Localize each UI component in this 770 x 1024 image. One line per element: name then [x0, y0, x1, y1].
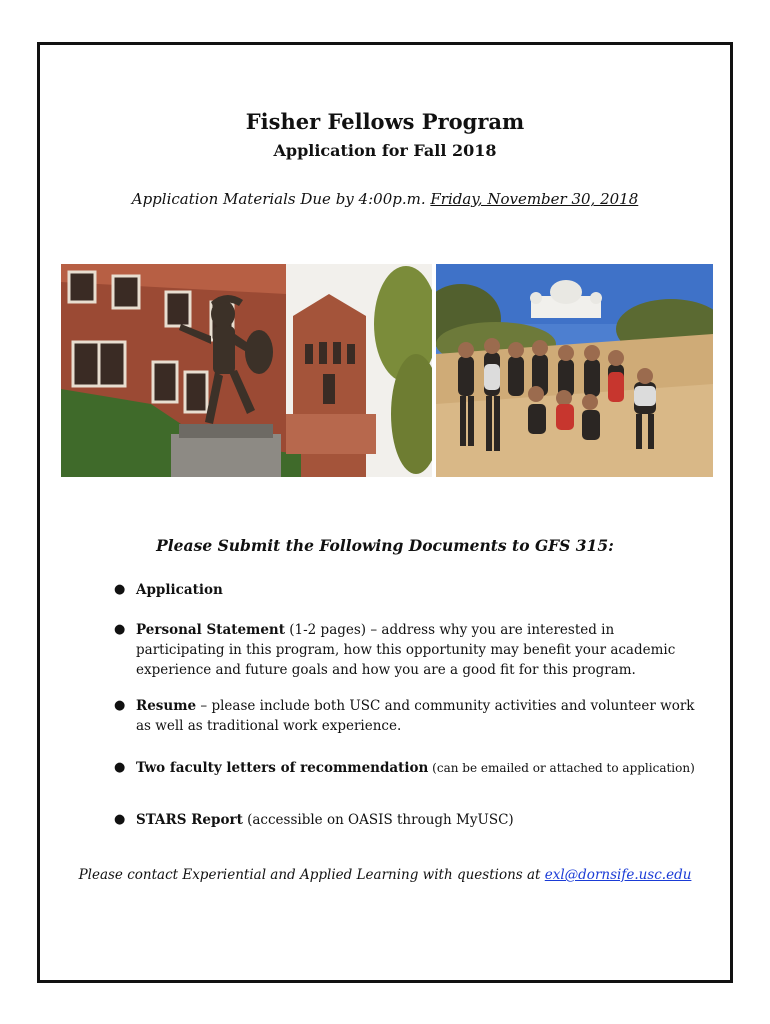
bullet-icon: ● [114, 622, 126, 637]
requirement-stars-report [114, 810, 696, 830]
bullet-icon: ● [114, 582, 126, 597]
requirement-recommendation-letters [114, 758, 696, 778]
requirement-text: – please include both USC and community activities and volunteer work as well as traditional work experience. [136, 698, 695, 734]
due-prefix: Application Materials Due by 4:00p.m. [131, 190, 431, 208]
requirement-label: Personal Statement [136, 622, 285, 638]
requirement-application [114, 580, 696, 600]
requirement-text: (can be emailed or attached to application) [428, 761, 695, 775]
student-group-photo [436, 264, 713, 477]
campus-statue-photo [61, 264, 432, 477]
bullet-icon: ● [114, 698, 126, 713]
requirement-label: Two faculty letters of recommendation [136, 760, 429, 776]
contact-email-link[interactable]: exl@dornsife.usc.edu [544, 867, 692, 883]
program-title: Fisher Fellows Program [245, 109, 525, 134]
requirement-text: (accessible on OASIS through MyUSC) [242, 812, 514, 828]
requirement-text: (1-2 pages) – address why you are interested in participating in this program, how this opportunity may benefit your academic experience and future goals and how you are a good fit for this program. [136, 622, 676, 678]
contact-text: Please contact Experiential and Applied Learning with questions at [78, 867, 545, 883]
requirement-label: STARS Report [136, 812, 243, 828]
application-subtitle: Application for Fall 2018 [273, 141, 497, 160]
due-date: Friday, November 30, 2018 [430, 190, 639, 208]
requirement-personal-statement [114, 620, 696, 680]
due-date-line [0, 190, 770, 208]
page-border [37, 42, 733, 983]
requirement-resume [114, 696, 696, 736]
bullet-icon: ● [114, 812, 126, 827]
requirement-label: Application [136, 582, 223, 598]
submit-heading: Please Submit the Following Documents to GFS 315: [156, 536, 614, 555]
requirement-label: Resume [136, 698, 197, 714]
bullet-icon: ● [114, 760, 126, 775]
contact-line [0, 867, 770, 883]
